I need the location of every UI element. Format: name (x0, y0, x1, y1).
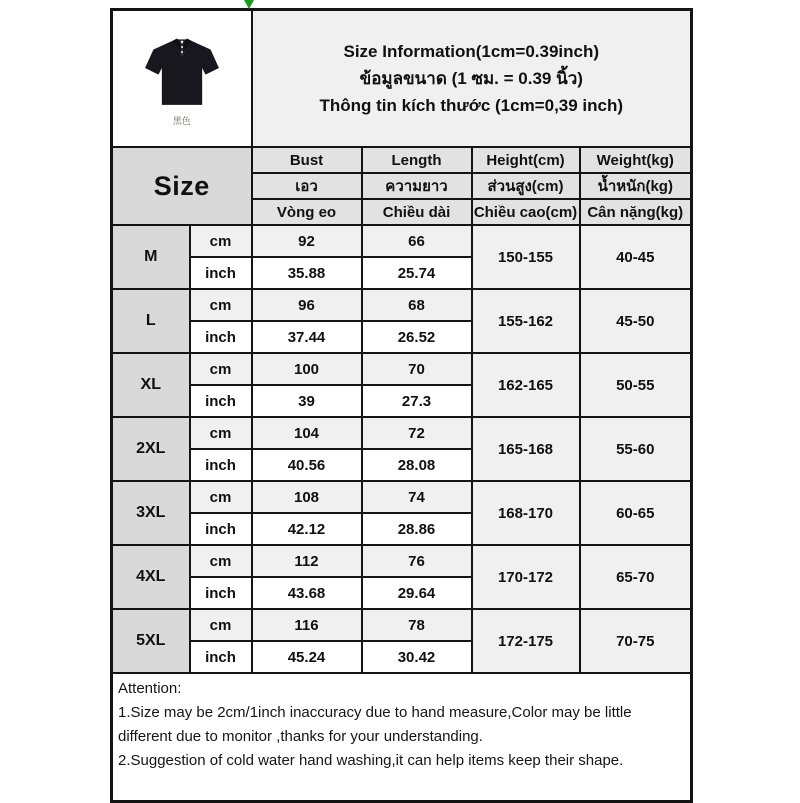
length-cm-value: 70 (362, 353, 472, 385)
height-range-value: 162-165 (472, 353, 580, 417)
size-label-m: M (112, 225, 190, 289)
size-table (110, 8, 693, 803)
table-row (112, 481, 692, 513)
size-label-l: L (112, 289, 190, 353)
table-row (112, 545, 692, 577)
unit-inch-label: inch (190, 641, 252, 673)
unit-cm-label: cm (190, 353, 252, 385)
height-range-value: 170-172 (472, 545, 580, 609)
black-shirt-image (140, 31, 224, 115)
length-cm-value: 72 (362, 417, 472, 449)
unit-inch-label: inch (190, 577, 252, 609)
unit-inch-label: inch (190, 449, 252, 481)
bust-cm-value: 96 (252, 289, 362, 321)
length-inch-value: 28.08 (362, 449, 472, 481)
length-inch-value: 26.52 (362, 321, 472, 353)
bust-cm-value: 100 (252, 353, 362, 385)
unit-cm-label: cm (190, 225, 252, 257)
weight-range-value: 70-75 (580, 609, 692, 673)
bust-inch-value: 40.56 (252, 449, 362, 481)
color-caption: 黑色 (172, 116, 191, 126)
col-header-bust-th: เอว (252, 173, 362, 199)
col-header-weight-vi: Cân nặng(kg) (580, 199, 692, 225)
table-row (112, 609, 692, 641)
col-header-height-vi: Chiều cao(cm) (472, 199, 580, 225)
col-header-weight-en: Weight(kg) (580, 147, 692, 173)
bust-cm-value: 112 (252, 545, 362, 577)
green-artifact (244, 0, 254, 9)
unit-inch-label: inch (190, 385, 252, 417)
attention-title: Attention: (118, 680, 182, 697)
attention-row (112, 673, 692, 802)
weight-range-value: 65-70 (580, 545, 692, 609)
unit-inch-label: inch (190, 513, 252, 545)
col-header-length-th: ความยาว (362, 173, 472, 199)
col-header-length-vi: Chiều dài (362, 199, 472, 225)
weight-range-value: 55-60 (580, 417, 692, 481)
weight-range-value: 50-55 (580, 353, 692, 417)
length-cm-value: 76 (362, 545, 472, 577)
title-thai: ข้อมูลขนาด (1 ซม. = 0.39 นิ้ว) (359, 69, 583, 88)
col-header-height-en: Height(cm) (472, 147, 580, 173)
length-cm-value: 78 (362, 609, 472, 641)
table-row (112, 417, 692, 449)
length-inch-value: 27.3 (362, 385, 472, 417)
bust-cm-value: 104 (252, 417, 362, 449)
unit-cm-label: cm (190, 481, 252, 513)
col-header-bust-en: Bust (252, 147, 362, 173)
bust-cm-value: 116 (252, 609, 362, 641)
col-header-height-th: ส่วนสูง(cm) (472, 173, 580, 199)
size-column-header: Size (112, 147, 252, 225)
height-range-value: 168-170 (472, 481, 580, 545)
length-inch-value: 25.74 (362, 257, 472, 289)
col-header-weight-th: น้ำหนัก(kg) (580, 173, 692, 199)
unit-inch-label: inch (190, 257, 252, 289)
length-inch-value: 30.42 (362, 641, 472, 673)
bust-inch-value: 42.12 (252, 513, 362, 545)
height-range-value: 165-168 (472, 417, 580, 481)
length-cm-value: 68 (362, 289, 472, 321)
table-row (112, 225, 692, 257)
size-label-5xl: 5XL (112, 609, 190, 673)
unit-cm-label: cm (190, 289, 252, 321)
unit-inch-label: inch (190, 321, 252, 353)
height-range-value: 150-155 (472, 225, 580, 289)
bust-inch-value: 39 (252, 385, 362, 417)
bust-cm-value: 92 (252, 225, 362, 257)
bust-inch-value: 43.68 (252, 577, 362, 609)
length-inch-value: 29.64 (362, 577, 472, 609)
bust-inch-value: 35.88 (252, 257, 362, 289)
height-range-value: 155-162 (472, 289, 580, 353)
table-row (112, 289, 692, 321)
weight-range-value: 40-45 (580, 225, 692, 289)
title-vietnamese: Thông tin kích thước (1cm=0,39 inch) (319, 96, 624, 115)
title-cell (252, 10, 692, 148)
column-header-row-en (112, 147, 692, 173)
col-header-bust-vi: Vòng eo (252, 199, 362, 225)
unit-cm-label: cm (190, 609, 252, 641)
attention-line-1: 1.Size may be 2cm/1inch inaccuracy due to hand measure,Color may be little different due to monitor ,thanks for your understanding. (118, 704, 632, 745)
length-cm-value: 66 (362, 225, 472, 257)
size-label-2xl: 2XL (112, 417, 190, 481)
length-inch-value: 28.86 (362, 513, 472, 545)
bust-cm-value: 108 (252, 481, 362, 513)
size-label-4xl: 4XL (112, 545, 190, 609)
attention-line-2: 2.Suggestion of cold water hand washing,it can help items keep their shape. (118, 752, 624, 769)
size-label-3xl: 3XL (112, 481, 190, 545)
size-label-xl: XL (112, 353, 190, 417)
col-header-length-en: Length (362, 147, 472, 173)
table-row (112, 353, 692, 385)
weight-range-value: 45-50 (580, 289, 692, 353)
product-image-cell (112, 10, 252, 148)
weight-range-value: 60-65 (580, 481, 692, 545)
length-cm-value: 74 (362, 481, 472, 513)
unit-cm-label: cm (190, 417, 252, 449)
attention-note (112, 673, 692, 802)
bust-inch-value: 37.44 (252, 321, 362, 353)
height-range-value: 172-175 (472, 609, 580, 673)
title-english: Size Information(1cm=0.39inch) (343, 42, 600, 61)
unit-cm-label: cm (190, 545, 252, 577)
bust-inch-value: 45.24 (252, 641, 362, 673)
header-row (112, 10, 692, 148)
